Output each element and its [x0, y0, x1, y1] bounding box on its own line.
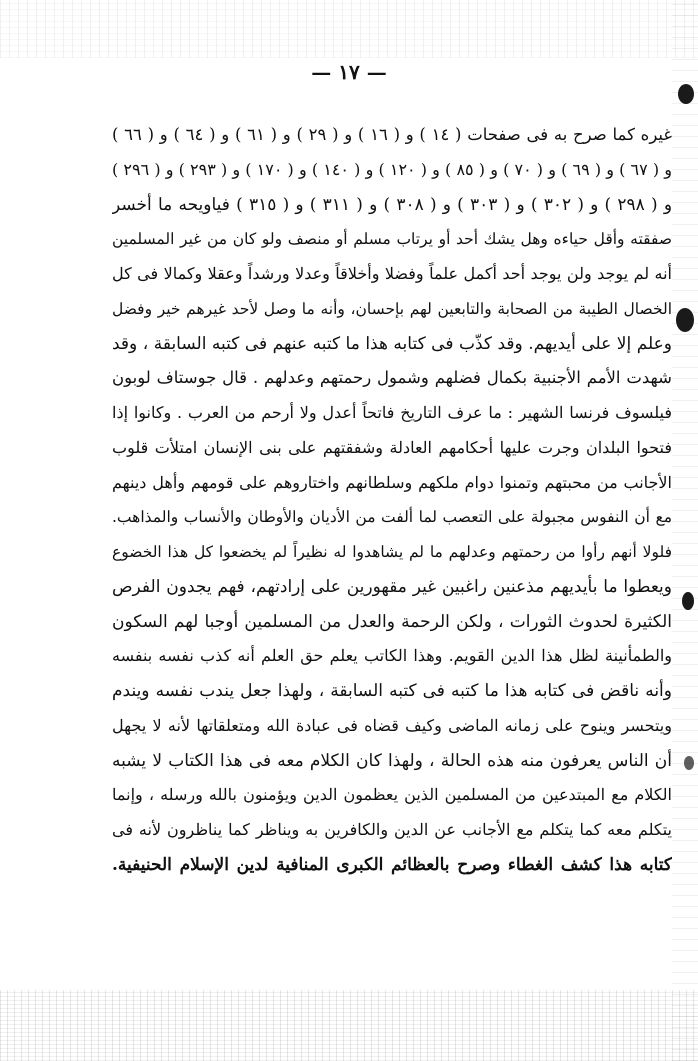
text-line: كتابه هذا كشف الغطاء وصرح بالعظائم الكبرى المنافية لدين الإسلام الحنيفية. — [112, 854, 672, 875]
ink-blot — [684, 756, 694, 770]
text-line: والطمأنينة لظل هذا الدين القويم. وهذا الكاتب يعلم حق العلم أنه كذب نفسه بنفسه — [112, 646, 672, 666]
text-line: و ( ٢٩٨ ) و ( ٣٠٢ ) و ( ٣٠٣ ) و ( ٣٠٨ ) و ( ٣١١ ) و ( ٣١٥ ) فياويحه ما أخسر — [112, 194, 672, 215]
text-line: و ( ٦٧ ) و ( ٦٩ ) و ( ٧٠ ) و ( ٨٥ ) و ( ١٢٠ ) و ( ١٤٠ ) و ( ١٧٠ ) و ( ٢٩٣ ) و ( ٢٩٦ ) — [112, 159, 672, 179]
page-number: — ١٧ — — [311, 60, 387, 84]
text-line: فلولا أنهم رأوا من رحمتهم وعدلهم ما لم يشاهدوا له نظيراً لم يخضعوا كل هذا الخضوع — [112, 543, 672, 561]
ink-blot — [682, 592, 694, 610]
scan-noise-right-edge — [672, 0, 698, 1061]
ink-blot — [678, 84, 694, 104]
text-line: شهدت الأمم الأجنبية بكمال فضلهم وشمول رحمتهم وعدلهم . قال جوستاف لوبون — [112, 368, 672, 388]
text-line: الكثيرة لحدوث الثورات ، ولكن الرحمة والعدل من المسلمين أوجبا لهم السكون — [112, 611, 672, 632]
ink-blot — [676, 308, 694, 332]
text-line: أن الناس يعرفون منه هذه الحالة ، ولهذا كان الكلام معه فى هذا الكتاب لا يشبه — [112, 750, 672, 771]
scan-noise-bottom — [0, 990, 698, 1061]
text-line: مع أن النفوس مجبولة على التعصب لما ألفت من الأديان والأوطان والأنساب والمذاهب. — [112, 508, 672, 527]
text-line: صفقته وأقل حياءه وهل يشك أحد أو يرتاب مسلم أو منصف ولو كان من غير المسلمين — [112, 230, 672, 249]
text-line: الكلام مع المبتدعين من المسلمين الذين يعظمون الدين ويؤمنون بالله ورسله ، وإنما — [112, 785, 672, 805]
text-line: فتحوا البلدان وجرت عليها أحكامهم العادلة وشفقتهم على بنى الإنسان امتلأت قلوب — [112, 437, 672, 457]
text-line: يتكلم معه كما يتكلم مع الأجانب عن الدين والكافرين به ويناظر كما يناظرون لأنه فى — [112, 820, 672, 839]
text-line: وأنه ناقض فى كتابه هذا ما كتبه فى كتبه السابقة ، ولهذا جعل يندب نفسه ويندم — [112, 681, 672, 701]
text-line: فيلسوف فرنسا الشهير : ما عرف التاريخ فاتحاً أعدل ولا أرحم من العرب . وكانوا إذا — [112, 403, 672, 422]
scan-noise-top — [0, 0, 698, 58]
text-line: غيره كما صرح به فى صفحات ( ١٤ ) و ( ١٦ ) و ( ٢٩ ) و ( ٦١ ) و ( ٦٤ ) و ( ٦٦ ) — [112, 125, 672, 144]
text-line: أنه لم يوجد ولن يوجد أحد أكمل علماً وفضلا وأخلاقاً وعدلا ورشداً وعقلا وكمالا فى كل — [112, 264, 672, 283]
text-line: وعلم إلا على أيديهم. وقد كذّب فى كتابه هذا ما كتبه عنهم فى كتبه السابقة ، وقد — [112, 333, 672, 354]
text-line: ويتحسر وينوح على زمانه الماضى وكيف قضاه فى عبادة الله ومتعلقاتها لأنه لا يجهل — [112, 715, 672, 735]
text-line: الخصال الطيبة من الصحابة والتابعين لهم بإحسان، وأنه ما وصل لأحد غيرهم خير وفضل — [112, 299, 672, 318]
text-line: ويعطوا ما بأيديهم مذعنين راغبين غير مقهورين على إرادتهم، فهم يجدون الفرص — [112, 576, 672, 597]
body-text — [112, 118, 672, 883]
text-line: الأجانب من محبتهم وتمنوا دوام ملكهم وسلطانهم واختاروهم على قومهم وأهل دينهم — [112, 472, 672, 492]
